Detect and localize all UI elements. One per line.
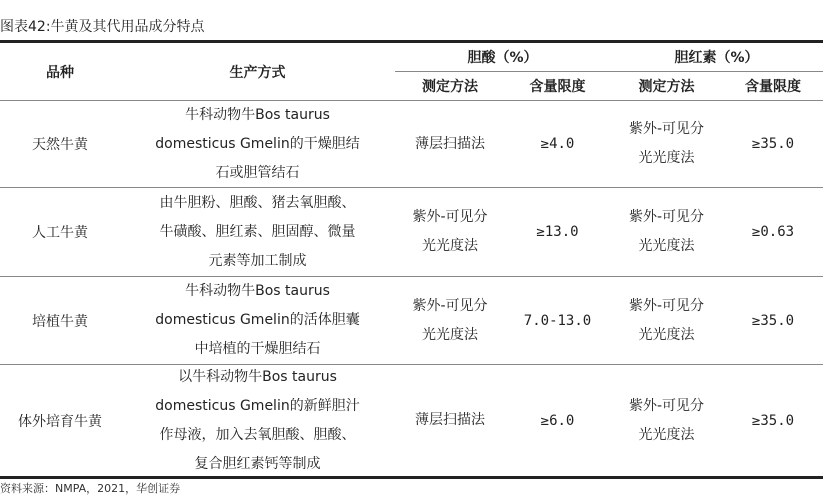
cell-bili-limit: ≥0.63 (751, 224, 795, 240)
method-line: 薄层扫描法 (415, 135, 485, 152)
production-line: domesticus Gmelin的活体胆囊 (155, 312, 360, 328)
cell-variety: 体外培育牛黄 (18, 413, 102, 430)
method-line: 紫外-可见分 (412, 209, 488, 225)
bottom-rule (0, 476, 823, 479)
cell-production (120, 101, 395, 187)
cell-bili-method (610, 365, 723, 476)
production-line: 石或胆管结石 (215, 164, 300, 181)
cell-acid-method (395, 188, 505, 276)
table-caption: 图表42:牛黄及其代用品成分特点 (0, 19, 205, 35)
source-note: 资料来源：NMPA，2021，华创证券 (0, 482, 181, 495)
method-line: 光光度法 (638, 238, 695, 254)
method-line: 薄层扫描法 (415, 412, 485, 428)
header-bile-acid: 胆酸（%） (467, 50, 538, 66)
header-variety: 品种 (46, 64, 74, 81)
cell-bili-limit: ≥35.0 (751, 412, 795, 429)
header-production: 生产方式 (229, 64, 286, 81)
production-line: 以牛科动物牛Bos taurus (178, 368, 337, 385)
method-line: 紫外-可见分 (628, 297, 705, 314)
cell-production (120, 188, 395, 276)
header-acid-method: 测定方法 (422, 79, 478, 95)
cell-bili-limit: ≥35.0 (751, 136, 795, 152)
cell-acid-limit: ≥4.0 (540, 136, 575, 152)
cell-production (120, 277, 395, 364)
cell-bili-method (610, 277, 723, 364)
cell-variety: 培植牛黄 (32, 313, 88, 330)
production-line: domesticus Gmelin的干燥胆结 (155, 135, 360, 152)
header-bili-method: 测定方法 (638, 79, 695, 95)
production-line: 由牛胆粉、胆酸、猪去氧胆酸、 (159, 194, 356, 211)
cell-acid-method (395, 365, 505, 476)
cell-acid-method (395, 101, 505, 187)
cell-variety: 天然牛黄 (32, 137, 88, 153)
header-bili-limit: 含量限度 (745, 79, 801, 95)
cell-acid-method (395, 277, 505, 364)
cell-bili-limit: ≥35.0 (751, 312, 795, 329)
header-acid-limit: 含量限度 (529, 79, 586, 95)
cell-acid-limit: 7.0-13.0 (523, 312, 592, 329)
method-line: 光光度法 (638, 426, 695, 443)
method-line: 光光度法 (638, 150, 695, 166)
production-line: 牛磺酸、胆红素、胆固醇、微量 (159, 223, 356, 240)
cell-production (120, 365, 395, 476)
method-line: 紫外-可见分 (628, 121, 705, 137)
method-line: 光光度法 (638, 326, 695, 343)
method-line: 光光度法 (422, 326, 478, 343)
production-line: 牛科动物牛Bos taurus (185, 283, 330, 299)
production-line: 元素等加工制成 (208, 252, 307, 269)
production-line: 作母液，加入去氧胆酸、胆酸、 (159, 426, 356, 443)
method-line: 紫外-可见分 (628, 397, 705, 414)
header-bilirubin: 胆红素（%） (674, 50, 759, 66)
cell-bili-method (610, 101, 723, 187)
production-line: 复合胆红素钙等制成 (194, 455, 321, 472)
production-line: 牛科动物牛Bos taurus (185, 106, 330, 123)
cell-variety: 人工牛黄 (32, 225, 88, 241)
method-line: 紫外-可见分 (628, 209, 705, 225)
method-line: 光光度法 (422, 238, 478, 254)
cell-bili-method (610, 188, 723, 276)
cell-acid-limit: ≥13.0 (536, 224, 579, 240)
production-line: domesticus Gmelin的新鲜胆汁 (155, 397, 360, 414)
cell-acid-limit: ≥6.0 (540, 412, 575, 429)
production-line: 中培植的干燥胆结石 (194, 341, 321, 357)
method-line: 紫外-可见分 (412, 297, 488, 314)
